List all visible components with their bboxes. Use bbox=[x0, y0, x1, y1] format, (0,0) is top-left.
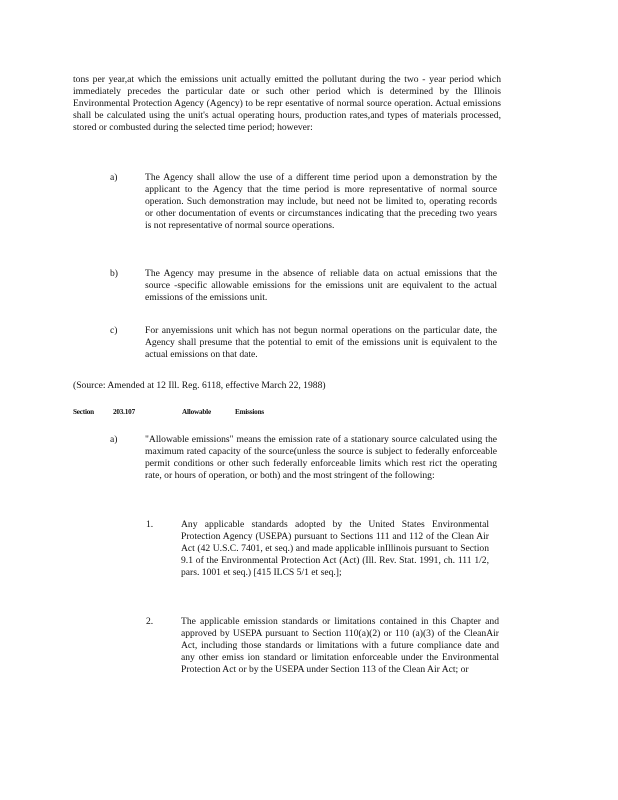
item-c-label: c) bbox=[110, 325, 118, 336]
section-number: 203.107 bbox=[113, 408, 135, 416]
subitem-1-label: 1. bbox=[146, 519, 154, 530]
section-item-text: "Allowable emissions" means the emission rate of a stationary source calculated using the maximum rated capacity of the source(unless the source is subject to federally enforceable permit conditions or other such federally enforceable limits which rest rict the operating rate, or hours of operation, or both) and the most stringent of the following: bbox=[145, 434, 497, 481]
subitem-2-label: 2. bbox=[146, 616, 154, 627]
item-c-text: For anyemissions unit which has not begun normal operations on the particular date, the Agency shall presume that the potential to emit of the emissions unit is equivalent to the actual emissions on that date. bbox=[145, 325, 497, 360]
section-title-1: Allowable bbox=[182, 408, 211, 416]
section-item-label: a) bbox=[110, 434, 118, 445]
item-a-label: a) bbox=[110, 172, 118, 183]
intro-paragraph: tons per year,at which the emissions unit actually emitted the pollutant during the two - year period which immediately precedes the particular date or such other period which is determined by the Illinois Environmental Protection Agency (Agency) to be repr esentative of normal source operation. Actual emissions shall be calculated using the unit's actual operating hours, production rates,and types of materials processed, stored or combusted during the selected time period; however: bbox=[73, 74, 501, 133]
subitem-1-text: Any applicable standards adopted by the United States Environmental Protection Agency (USEPA) pursuant to Sections 111 and 112 of the Clean Air Act (42 U.S.C. 7401, et seq.) and made applicable inIllinois pursuant to Section 9.1 of the Environmental Protection Act (Act) (Ill. Rev. Stat. 1991, ch. 111 1/2, pars. 1001 et seq.) [415 ILCS 5/1 et seq.]; bbox=[181, 519, 489, 578]
section-title-2: Emissions bbox=[235, 408, 264, 416]
item-a-text: The Agency shall allow the use of a different time period upon a demonstration by the applicant to the Agency that the time period is more representative of normal source operation. Such demonstration may include, but need not be limited to, operating records or other documentation of events or circumstances indicating that the preceding two years is not representative of normal source operations. bbox=[145, 172, 497, 231]
item-b-text: The Agency may presume in the absence of reliable data on actual emissions that the source -specific allowable emissions for the emissions unit are equivalent to the actual emissions of the emissions unit. bbox=[145, 268, 497, 303]
source-note: (Source: Amended at 12 Ill. Reg. 6118, effective March 22, 1988) bbox=[73, 380, 326, 391]
item-b-label: b) bbox=[110, 268, 118, 279]
section-word: Section bbox=[73, 408, 94, 416]
subitem-2-text: The applicable emission standards or limitations contained in this Chapter and approved by USEPA pursuant to Section 110(a)(2) or 110 (a)(3) of the CleanAir Act, including those standards or limitations with a future compliance date and any other emiss ion standard or limitation enforceable under the Environmental Protection Act or by the USEPA under Section 113 of the Clean Air Act; or bbox=[181, 616, 499, 675]
